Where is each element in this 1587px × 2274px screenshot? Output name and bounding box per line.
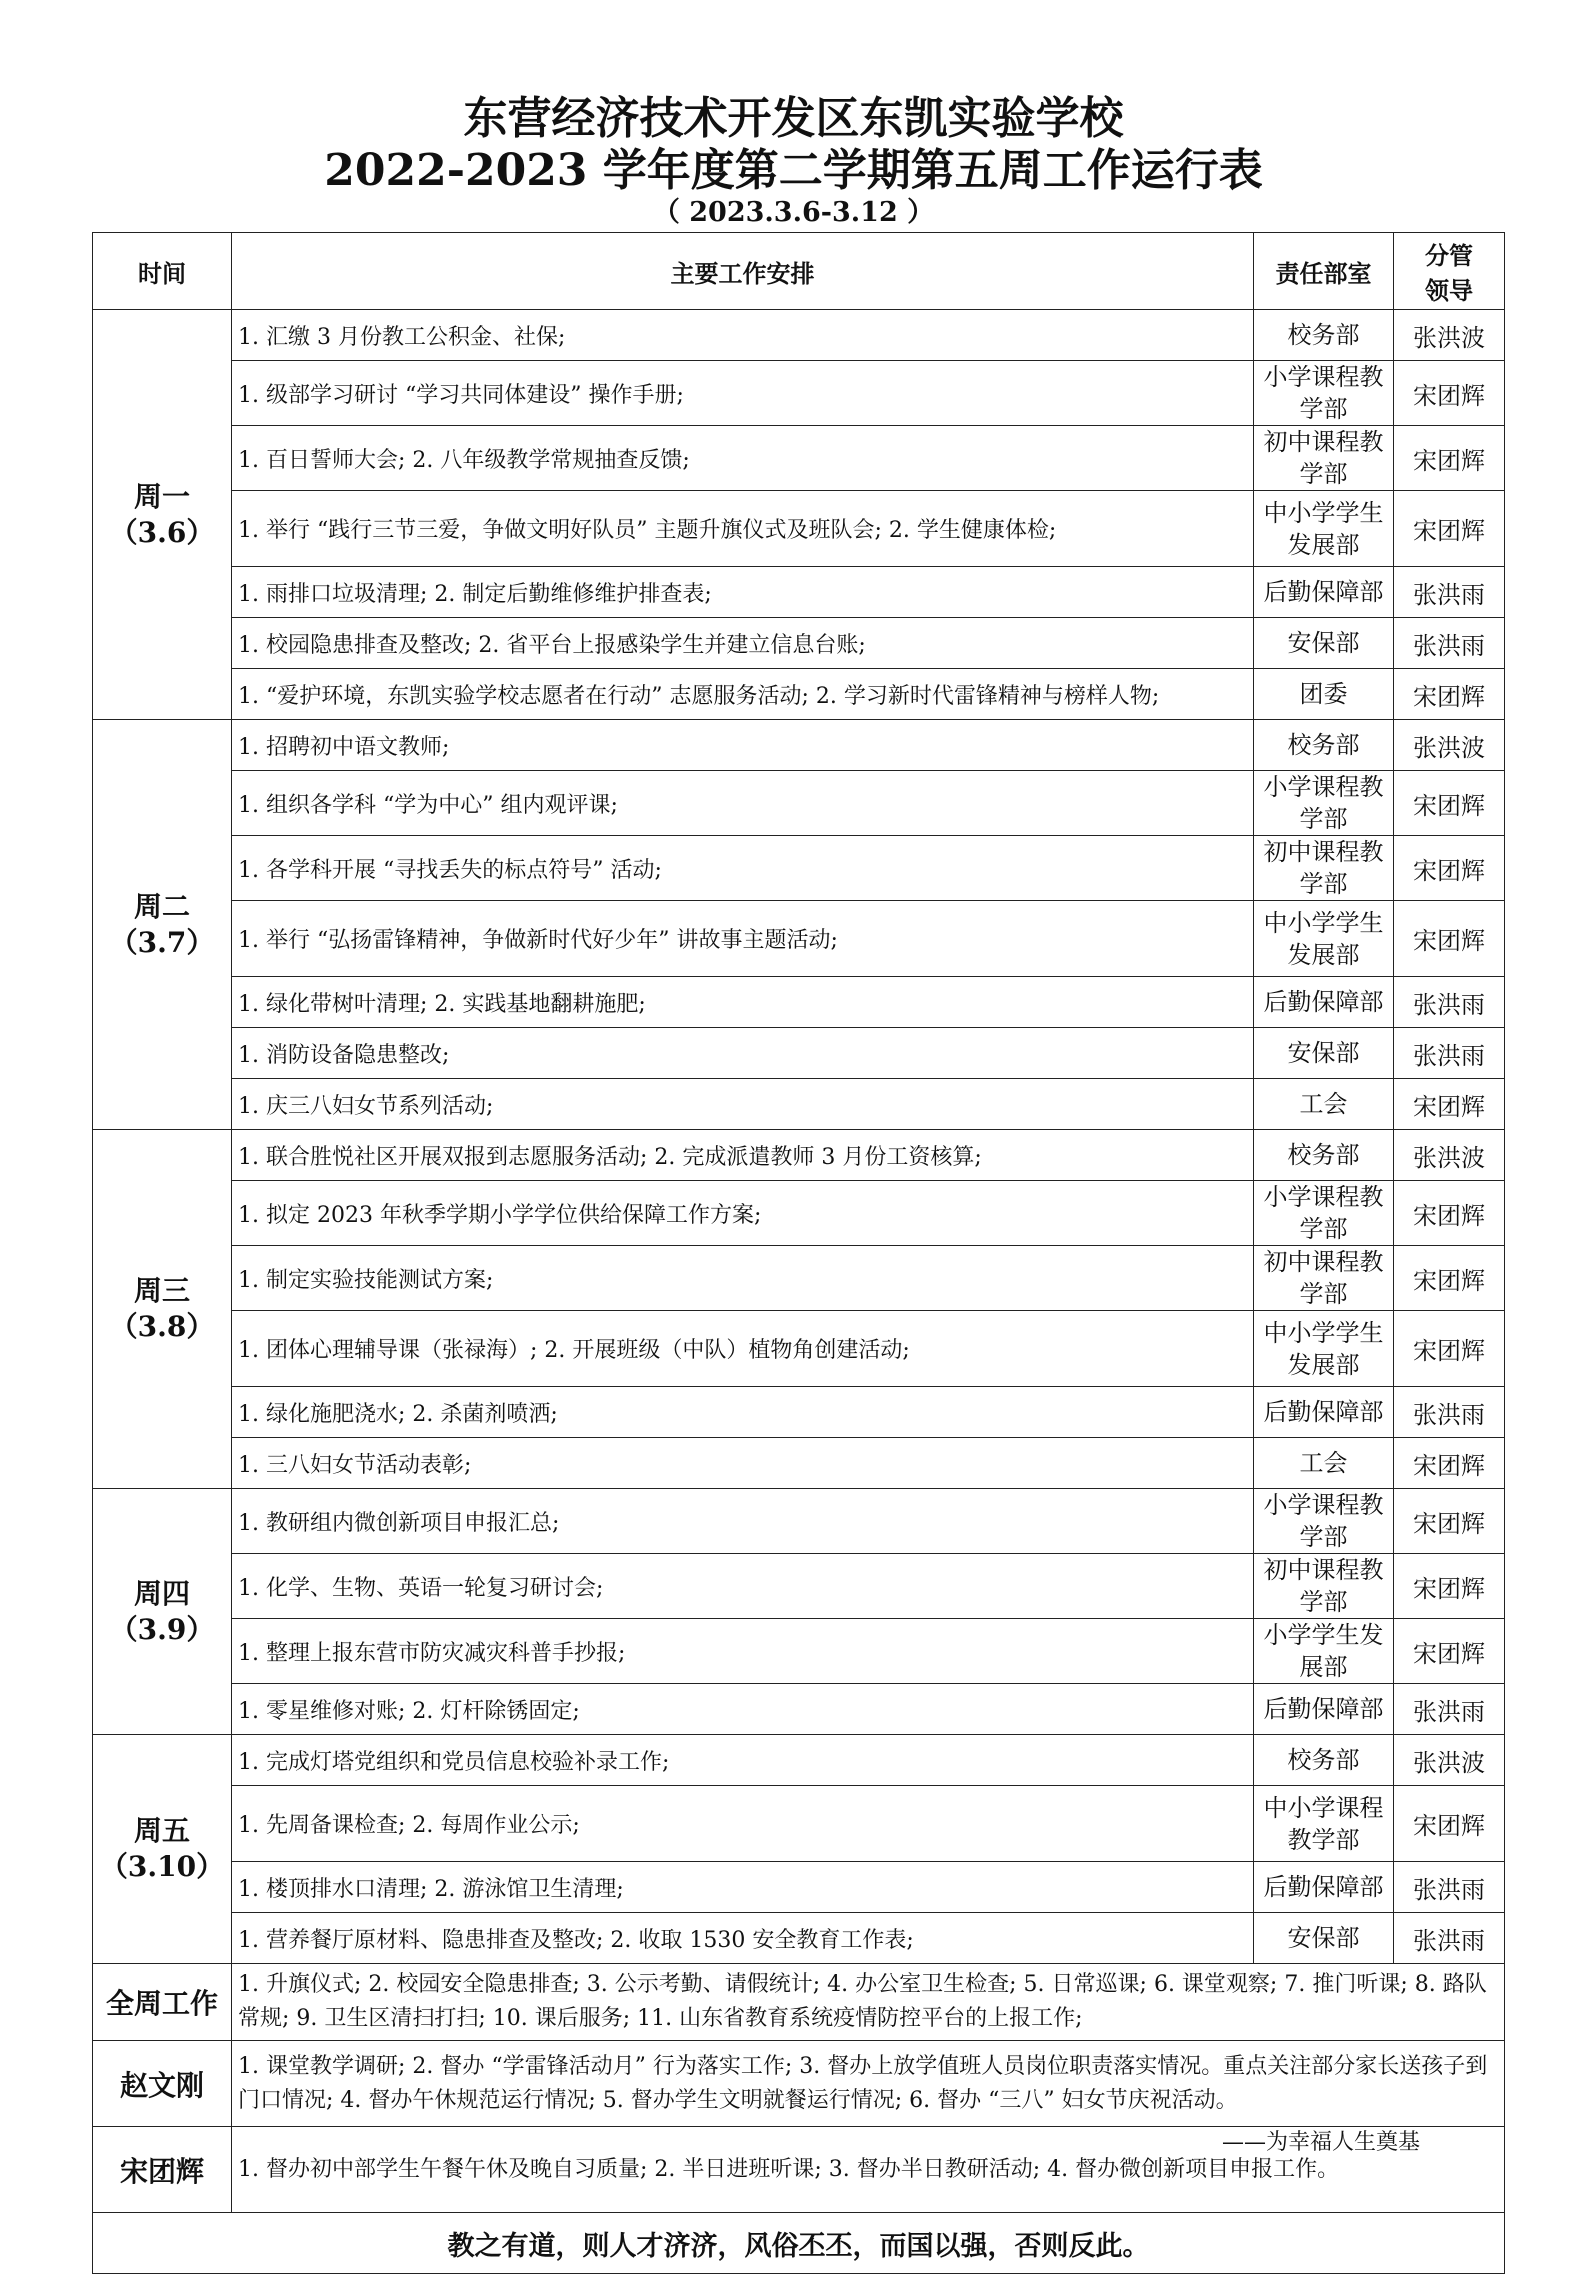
task-cell: 1. 组织各学科 “学为中心” 组内观评课; bbox=[232, 771, 1254, 836]
dept-line1: 工会 bbox=[1299, 1449, 1348, 1477]
table-row bbox=[93, 1079, 1505, 1130]
dept-cell bbox=[1254, 361, 1394, 426]
lead-cell: 宋团辉 bbox=[1394, 1079, 1505, 1130]
dept-line2: 发展部 bbox=[1287, 530, 1360, 559]
table-row bbox=[93, 771, 1505, 836]
task-cell: 1. 绿化施肥浇水; 2. 杀菌剂喷洒; bbox=[232, 1387, 1254, 1438]
task-cell: 1. 三八妇女节活动表彰; bbox=[232, 1438, 1254, 1489]
title-schedule: 2022-2023 学年度第二学期第五周工作运行表 bbox=[324, 145, 1263, 196]
task-cell: 1. “爱护环境，东凯实验学校志愿者在行动” 志愿服务活动; 2. 学习新时代雷锋精神与榜样人物; bbox=[232, 669, 1254, 720]
dept-line1: 团委 bbox=[1299, 680, 1348, 708]
week-all-text: 1. 升旗仪式; 2. 校园安全隐患排查; 3. 公示考勤、请假统计; 4. 办公室卫生检查; 5. 日常巡课; 6. 课堂观察; 7. 推门听课; 8. 路队常规; 9. 卫生区清扫打扫; 10. 课后服务; 11. 山东省教育系统疫情防控平台的上报工作; bbox=[232, 1964, 1505, 2041]
dept-cell bbox=[1254, 1489, 1394, 1554]
dept-line1: 中小学学生 bbox=[1263, 908, 1384, 937]
task-cell: 1. 校园隐患排查及整改; 2. 省平台上报感染学生并建立信息台账; bbox=[232, 618, 1254, 669]
table-row bbox=[93, 618, 1505, 669]
table-row bbox=[93, 1786, 1505, 1862]
table-row bbox=[93, 1684, 1505, 1735]
dept-line1: 中小学学生 bbox=[1263, 1318, 1384, 1347]
task-cell: 1. 制定实验技能测试方案; bbox=[232, 1246, 1254, 1311]
task-cell: 1. 化学、生物、英语一轮复习研讨会; bbox=[232, 1554, 1254, 1619]
lead-cell: 宋团辉 bbox=[1394, 361, 1505, 426]
day-name: 周二 bbox=[133, 889, 190, 923]
task-cell: 1. 零星维修对账; 2. 灯杆除锈固定; bbox=[232, 1684, 1254, 1735]
title-date-range: （ 2023.3.6-3.12 ） bbox=[652, 197, 935, 228]
lead-cell: 宋团辉 bbox=[1394, 426, 1505, 491]
lead-cell: 张洪波 bbox=[1394, 310, 1505, 361]
table-row bbox=[93, 1554, 1505, 1619]
task-cell: 1. 庆三八妇女节系列活动; bbox=[232, 1079, 1254, 1130]
lead-cell: 宋团辉 bbox=[1394, 1181, 1505, 1246]
lead-cell: 张洪波 bbox=[1394, 1130, 1505, 1181]
lead-cell: 宋团辉 bbox=[1394, 1554, 1505, 1619]
task-cell: 1. 完成灯塔党组织和党员信息校验补录工作; bbox=[232, 1735, 1254, 1786]
signature: ——为幸福人生奠基 bbox=[1222, 2130, 1421, 2155]
dept-line1: 初中课程教学部 bbox=[1263, 1556, 1384, 1616]
dept-cell bbox=[1254, 901, 1394, 977]
dept-cell bbox=[1254, 310, 1394, 361]
dept-line1: 小学学生发展部 bbox=[1263, 1621, 1384, 1681]
day-name: 周一 bbox=[133, 479, 190, 513]
day-date: （3.8） bbox=[109, 1310, 215, 1343]
lead-cell: 张洪波 bbox=[1394, 1735, 1505, 1786]
lead-cell: 张洪雨 bbox=[1394, 977, 1505, 1028]
table-row bbox=[93, 977, 1505, 1028]
dept-line1: 后勤保障部 bbox=[1263, 1873, 1384, 1901]
dept-line2: 发展部 bbox=[1287, 940, 1360, 969]
dept-line1: 后勤保障部 bbox=[1263, 1695, 1384, 1723]
table-row bbox=[93, 567, 1505, 618]
dept-line1: 安保部 bbox=[1287, 1924, 1360, 1952]
day-cell bbox=[93, 1735, 232, 1964]
zhao-text: 1. 课堂教学调研; 2. 督办 “学雷锋活动月” 行为落实工作; 3. 督办上放学值班人员岗位职责落实情况。重点关注部分家长送孩子到门口情况; 4. 督办午休规范运行情况; 5. 督办学生文明就餐运行情况; 6. 督办 “三八” 妇女节庆祝活动。 bbox=[232, 2041, 1505, 2127]
task-cell: 1. 级部学习研讨 “学习共同体建设” 操作手册; bbox=[232, 361, 1254, 426]
lead-cell: 张洪波 bbox=[1394, 720, 1505, 771]
lead-cell: 张洪雨 bbox=[1394, 1028, 1505, 1079]
dept-line1: 中小学学生 bbox=[1263, 498, 1384, 527]
task-cell: 1. 百日誓师大会; 2. 八年级教学常规抽查反馈; bbox=[232, 426, 1254, 491]
dept-cell bbox=[1254, 1913, 1394, 1964]
dept-cell bbox=[1254, 771, 1394, 836]
table-row bbox=[93, 1130, 1505, 1181]
header-time: 时间 bbox=[93, 233, 232, 310]
task-cell: 1. 雨排口垃圾清理; 2. 制定后勤维修维护排查表; bbox=[232, 567, 1254, 618]
table-row bbox=[93, 901, 1505, 977]
task-cell: 1. 举行 “践行三节三爱，争做文明好队员” 主题升旗仪式及班队会; 2. 学生健康体检; bbox=[232, 491, 1254, 567]
lead-cell: 宋团辉 bbox=[1394, 1246, 1505, 1311]
dept-line1: 初中课程教学部 bbox=[1263, 838, 1384, 898]
dept-cell bbox=[1254, 1130, 1394, 1181]
task-cell: 1. 拟定 2023 年秋季学期小学学位供给保障工作方案; bbox=[232, 1181, 1254, 1246]
dept-cell bbox=[1254, 1311, 1394, 1387]
table-row bbox=[93, 1028, 1505, 1079]
task-cell: 1. 举行 “弘扬雷锋精神，争做新时代好少年” 讲故事主题活动; bbox=[232, 901, 1254, 977]
dept-cell bbox=[1254, 836, 1394, 901]
dept-cell bbox=[1254, 1079, 1394, 1130]
dept-line1: 后勤保障部 bbox=[1263, 578, 1384, 606]
lead-cell: 宋团辉 bbox=[1394, 491, 1505, 567]
dept-line1: 小学课程教学部 bbox=[1263, 1491, 1384, 1551]
dept-line1: 安保部 bbox=[1287, 629, 1360, 657]
dept-cell bbox=[1254, 1181, 1394, 1246]
dept-cell bbox=[1254, 1438, 1394, 1489]
day-cell bbox=[93, 310, 232, 720]
day-cell bbox=[93, 1130, 232, 1489]
dept-cell bbox=[1254, 426, 1394, 491]
task-cell: 1. 楼顶排水口清理; 2. 游泳馆卫生清理; bbox=[232, 1862, 1254, 1913]
dept-cell bbox=[1254, 567, 1394, 618]
dept-cell bbox=[1254, 491, 1394, 567]
dept-line1: 初中课程教学部 bbox=[1263, 428, 1384, 488]
table-row bbox=[93, 491, 1505, 567]
table-row bbox=[93, 1913, 1505, 1964]
schedule-table bbox=[92, 232, 1505, 2274]
zhao-label: 赵文刚 bbox=[93, 2041, 232, 2127]
lead-cell: 张洪雨 bbox=[1394, 1684, 1505, 1735]
song-label: 宋团辉 bbox=[93, 2127, 232, 2213]
week-all-label: 全周工作 bbox=[93, 1964, 232, 2041]
dept-line1: 校务部 bbox=[1287, 321, 1360, 349]
task-cell: 1. 团体心理辅导课（张禄海）; 2. 开展班级（中队）植物角创建活动; bbox=[232, 1311, 1254, 1387]
day-name: 周五 bbox=[133, 1814, 190, 1847]
task-cell: 1. 消防设备隐患整改; bbox=[232, 1028, 1254, 1079]
day-date: （3.9） bbox=[109, 1612, 215, 1646]
song-text: 1. 督办初中部学生午餐午休及晚自习质量; 2. 半日进班听课; 3. 督办半日教研活动; 4. 督办微创新项目申报工作。 bbox=[232, 2127, 1505, 2213]
title-school: 东营经济技术开发区东凯实验学校 bbox=[463, 93, 1124, 144]
header-lead-line1: 分管 bbox=[1425, 241, 1473, 270]
dept-cell bbox=[1254, 977, 1394, 1028]
week-all-row bbox=[93, 1964, 1505, 2041]
zhao-row bbox=[93, 2041, 1505, 2127]
lead-cell: 张洪雨 bbox=[1394, 567, 1505, 618]
dept-cell bbox=[1254, 720, 1394, 771]
motto: 教之有道，则人才济济，风俗丕丕，而国以强，否则反此。 bbox=[93, 2213, 1505, 2274]
table-row bbox=[93, 1735, 1505, 1786]
task-cell: 1. 绿化带树叶清理; 2. 实践基地翻耕施肥; bbox=[232, 977, 1254, 1028]
day-cell bbox=[93, 1489, 232, 1735]
table-row bbox=[93, 1489, 1505, 1554]
lead-cell: 宋团辉 bbox=[1394, 901, 1505, 977]
dept-line1: 后勤保障部 bbox=[1263, 988, 1384, 1016]
dept-cell bbox=[1254, 1619, 1394, 1684]
dept-line1: 小学课程教学部 bbox=[1263, 773, 1384, 833]
day-name: 周四 bbox=[133, 1576, 190, 1610]
dept-cell bbox=[1254, 1684, 1394, 1735]
dept-line1: 校务部 bbox=[1287, 1746, 1360, 1774]
table-row bbox=[93, 1619, 1505, 1684]
dept-line1: 小学课程教学部 bbox=[1263, 1183, 1384, 1243]
lead-cell: 宋团辉 bbox=[1394, 669, 1505, 720]
header-lead bbox=[1394, 233, 1505, 310]
dept-cell bbox=[1254, 1554, 1394, 1619]
table-row bbox=[93, 1438, 1505, 1489]
dept-cell bbox=[1254, 669, 1394, 720]
dept-cell bbox=[1254, 1735, 1394, 1786]
dept-cell bbox=[1254, 1786, 1394, 1862]
task-cell: 1. 营养餐厅原材料、隐患排查及整改; 2. 收取 1530 安全教育工作表; bbox=[232, 1913, 1254, 1964]
table-row bbox=[93, 1246, 1505, 1311]
task-cell: 1. 招聘初中语文教师; bbox=[232, 720, 1254, 771]
task-cell: 1. 先周备课检查; 2. 每周作业公示; bbox=[232, 1786, 1254, 1862]
header-work: 主要工作安排 bbox=[232, 233, 1254, 310]
dept-cell bbox=[1254, 1028, 1394, 1079]
header-dept: 责任部室 bbox=[1254, 233, 1394, 310]
dept-line1: 初中课程教学部 bbox=[1263, 1248, 1384, 1308]
day-cell bbox=[93, 720, 232, 1130]
table-row bbox=[93, 1862, 1505, 1913]
lead-cell: 张洪雨 bbox=[1394, 1862, 1505, 1913]
lead-cell: 宋团辉 bbox=[1394, 1438, 1505, 1489]
day-date: （3.7） bbox=[109, 925, 215, 959]
table-row bbox=[93, 720, 1505, 771]
dept-line1: 小学课程教学部 bbox=[1263, 363, 1384, 423]
lead-cell: 张洪雨 bbox=[1394, 618, 1505, 669]
lead-cell: 宋团辉 bbox=[1394, 1786, 1505, 1862]
lead-cell: 张洪雨 bbox=[1394, 1913, 1505, 1964]
dept-line1: 工会 bbox=[1299, 1090, 1348, 1118]
table-row bbox=[93, 669, 1505, 720]
lead-cell: 宋团辉 bbox=[1394, 836, 1505, 901]
dept-line1: 校务部 bbox=[1287, 731, 1360, 759]
table-row bbox=[93, 1181, 1505, 1246]
task-cell: 1. 联合胜悦社区开展双报到志愿服务活动; 2. 完成派遣教师 3 月份工资核算; bbox=[232, 1130, 1254, 1181]
lead-cell: 宋团辉 bbox=[1394, 1311, 1505, 1387]
dept-cell bbox=[1254, 1387, 1394, 1438]
dept-line2: 教学部 bbox=[1287, 1825, 1360, 1854]
dept-line1: 安保部 bbox=[1287, 1039, 1360, 1067]
table-row bbox=[93, 1311, 1505, 1387]
dept-line1: 校务部 bbox=[1287, 1141, 1360, 1169]
table-row bbox=[93, 836, 1505, 901]
day-date: （3.10） bbox=[99, 1850, 225, 1883]
task-cell: 1. 教研组内微创新项目申报汇总; bbox=[232, 1489, 1254, 1554]
task-cell: 1. 各学科开展 “寻找丢失的标点符号” 活动; bbox=[232, 836, 1254, 901]
lead-cell: 宋团辉 bbox=[1394, 1619, 1505, 1684]
dept-line1: 后勤保障部 bbox=[1263, 1398, 1384, 1426]
task-cell: 1. 整理上报东营市防灾减灾科普手抄报; bbox=[232, 1619, 1254, 1684]
motto-row bbox=[93, 2213, 1505, 2274]
table-row bbox=[93, 310, 1505, 361]
day-date: （3.6） bbox=[109, 515, 215, 549]
dept-cell bbox=[1254, 1862, 1394, 1913]
lead-cell: 宋团辉 bbox=[1394, 771, 1505, 836]
table-row bbox=[93, 1387, 1505, 1438]
table-row bbox=[93, 361, 1505, 426]
lead-cell: 宋团辉 bbox=[1394, 1489, 1505, 1554]
dept-line2: 发展部 bbox=[1287, 1350, 1360, 1379]
dept-cell bbox=[1254, 1246, 1394, 1311]
header-lead-line2: 领导 bbox=[1425, 276, 1473, 305]
dept-cell bbox=[1254, 618, 1394, 669]
table-row bbox=[93, 426, 1505, 491]
lead-cell: 张洪雨 bbox=[1394, 1387, 1505, 1438]
task-cell: 1. 汇缴 3 月份教工公积金、社保; bbox=[232, 310, 1254, 361]
dept-line1: 中小学课程 bbox=[1263, 1793, 1384, 1822]
day-name: 周三 bbox=[133, 1274, 190, 1307]
